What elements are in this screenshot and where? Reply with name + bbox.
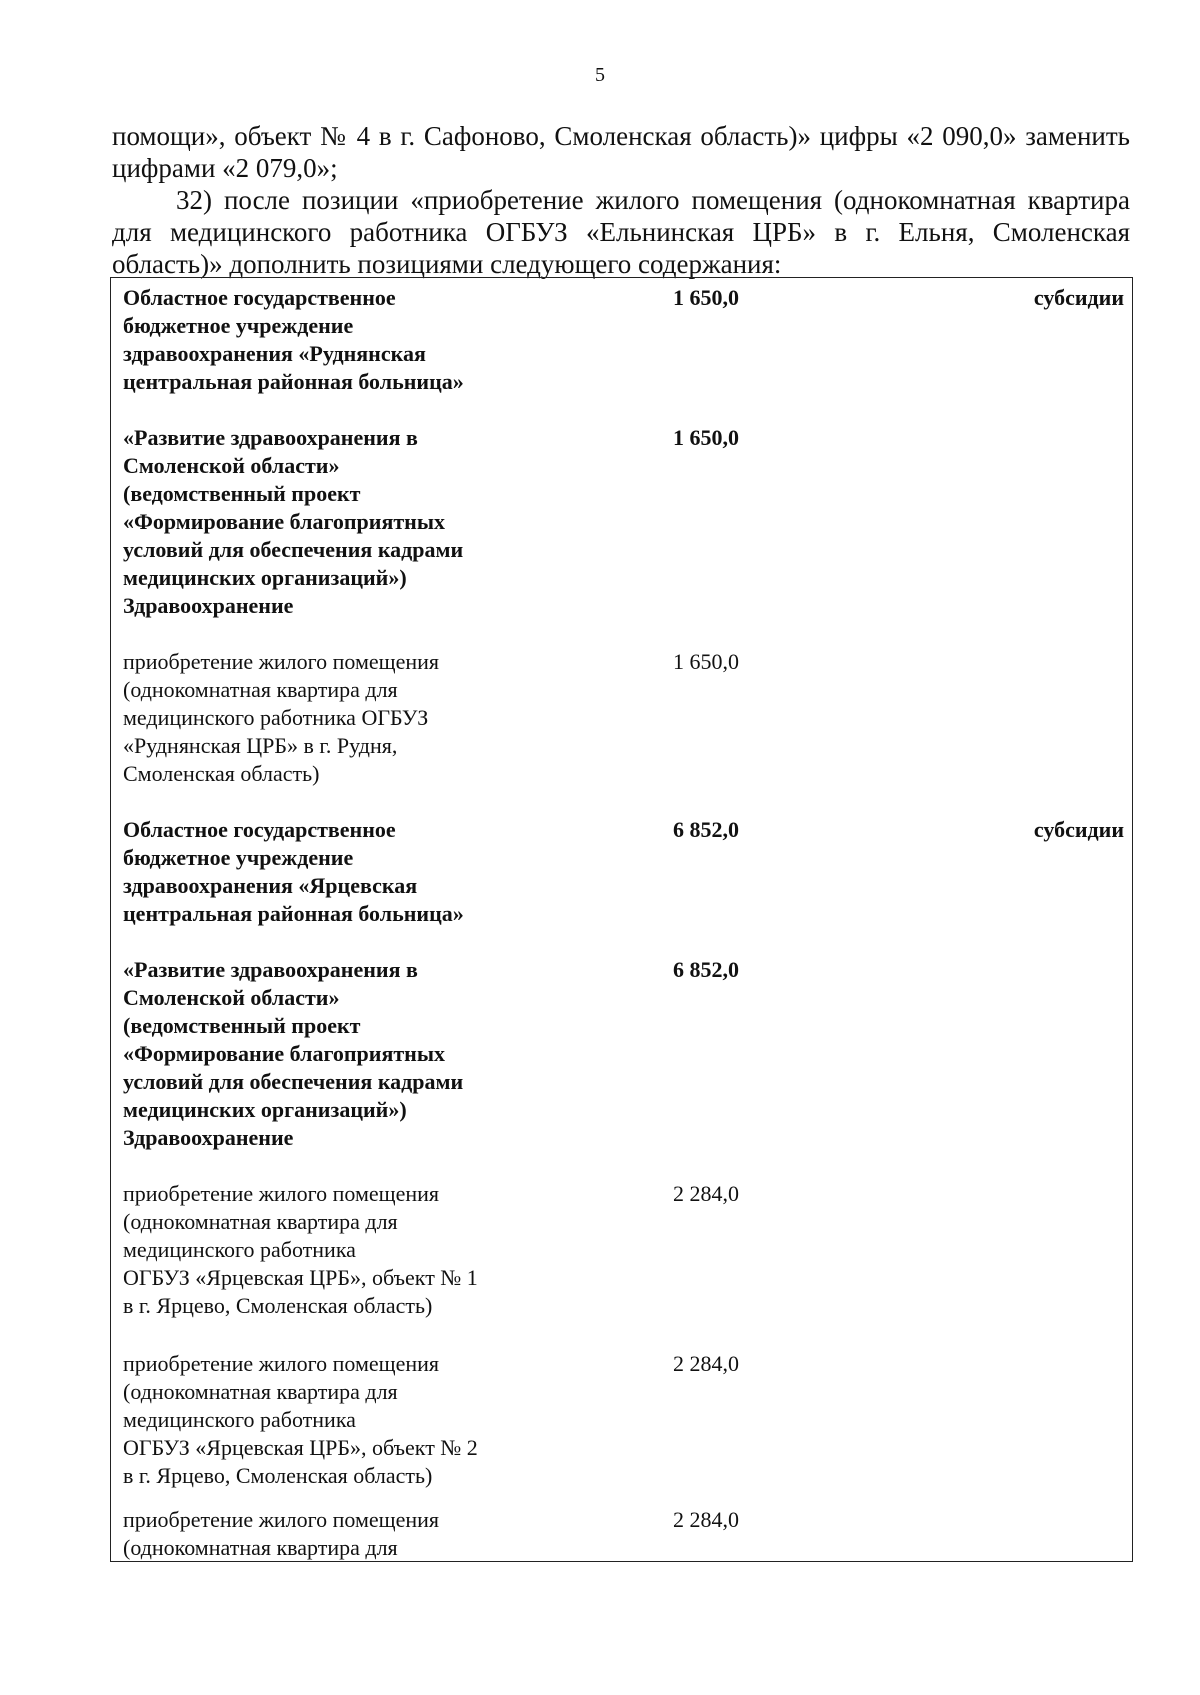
page-number: 5: [595, 64, 605, 86]
intro-text: [112, 120, 1130, 280]
row-amount: 2 284,0: [673, 1181, 739, 1206]
row-name: приобретение жилого помещения (однокомнатная квартира для медицинского работника ОГБУЗ «Руднянская ЦРБ» в г. Рудня, Смоленская область): [123, 649, 440, 786]
row-amount: 2 284,0: [673, 1507, 739, 1532]
row-amount: 6 852,0: [673, 817, 739, 842]
row-type: субсидии: [1033, 817, 1124, 842]
row-name: Областное государственное бюджетное учреждение здравоохранения «Ярцевская центральная районная больница»: [123, 817, 464, 926]
row-amount: 2 284,0: [673, 1351, 739, 1376]
row-name: «Развитие здравоохранения в Смоленской области» (ведомственный проект «Формирование благоприятных условий для обеспечения кадрами медицинских организаций») Здравоохранение: [123, 425, 464, 618]
row-name: приобретение жилого помещения (однокомнатная квартира для: [123, 1507, 440, 1560]
row-amount: 1 650,0: [673, 425, 739, 450]
intro-paragraph-1: помощи», объект № 4 в г. Сафоново, Смоленская область)» цифры «2 090,0» заменить цифрами «2 079,0»;: [112, 121, 1130, 183]
row-amount: 6 852,0: [673, 957, 739, 982]
row-amount: 1 650,0: [673, 649, 739, 674]
row-amount: 1 650,0: [673, 285, 739, 310]
amendment-table: [110, 277, 1133, 1562]
row-name: приобретение жилого помещения (однокомнатная квартира для медицинского работника ОГБУЗ «Ярцевская ЦРБ», объект № 2 в г. Ярцево, Смоленская область): [123, 1351, 478, 1488]
row-name: «Развитие здравоохранения в Смоленской области» (ведомственный проект «Формирование благоприятных условий для обеспечения кадрами медицинских организаций») Здравоохранение: [123, 957, 464, 1150]
intro-paragraph-2: 32) после позиции «приобретение жилого помещения (однокомнатная квартира для медицинского работника ОГБУЗ «Ельнинская ЦРБ» в г. Ельня, Смоленская область)» дополнить позициями следующего содержания:: [112, 185, 1130, 279]
row-name: Областное государственное бюджетное учреждение здравоохранения «Руднянская центральная районная больница»: [123, 285, 464, 394]
row-name: приобретение жилого помещения (однокомнатная квартира для медицинского работника ОГБУЗ «Ярцевская ЦРБ», объект № 1 в г. Ярцево, Смоленская область): [123, 1181, 478, 1318]
row-type: субсидии: [1033, 285, 1124, 310]
